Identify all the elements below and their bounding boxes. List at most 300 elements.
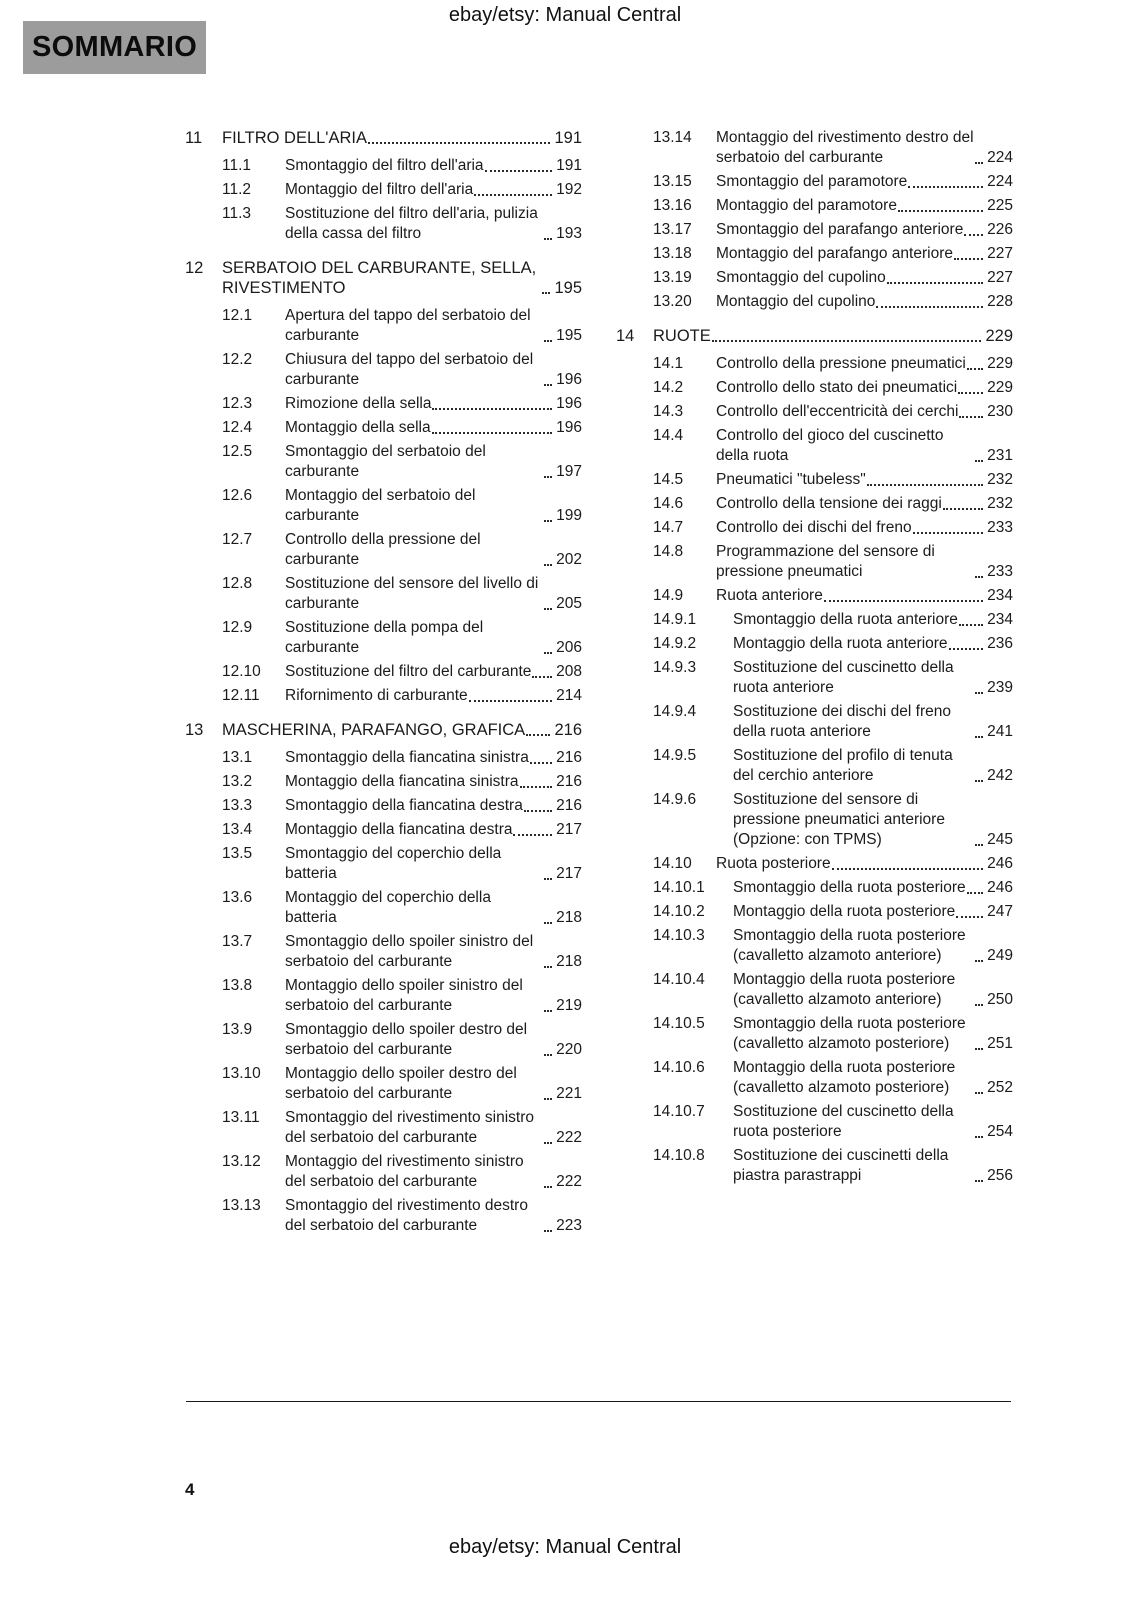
toc-leader-dots: [432, 408, 552, 410]
toc-entry-page: 227: [987, 245, 1013, 262]
toc-entry-page: 196: [556, 395, 582, 412]
toc-section-entry: [185, 1108, 582, 1148]
toc-entry-page: 208: [556, 663, 582, 680]
toc-entry-number: 14.2: [653, 379, 684, 396]
toc-leader-dots: [943, 508, 983, 510]
toc-entry-title: Chiusura del tappo del serbatoio del carburante: [285, 351, 534, 388]
toc-entry-page: 218: [556, 953, 582, 970]
sommario-heading-box: [23, 21, 206, 74]
toc-section-entry: [185, 204, 582, 244]
toc-entry-title: Montaggio della fiancatina sinistra: [285, 773, 519, 790]
toc-entry-page: 229: [987, 379, 1013, 396]
toc-entry-page: 233: [987, 563, 1013, 580]
toc-entry-number: 11: [185, 129, 203, 147]
toc-entry-number: 12.3: [222, 395, 253, 412]
toc-entry-page: 216: [554, 721, 582, 739]
toc-entry-title: Smontaggio della ruota posteriore (cavalletto alzamoto posteriore): [733, 1015, 966, 1052]
toc-entry-number: 13.12: [222, 1153, 261, 1170]
toc-entry-number: 12.9: [222, 619, 253, 636]
toc-entry-number: 13.7: [222, 933, 253, 950]
toc-entry-page: 245: [987, 831, 1013, 848]
toc-entry-title: Smontaggio della fiancatina destra: [285, 797, 523, 814]
toc-leader-dots: [544, 476, 552, 478]
toc-entry-number: 12.10: [222, 663, 261, 680]
toc-section-entry: [185, 574, 582, 614]
toc-leader-dots: [485, 170, 553, 172]
toc-entry-title: Smontaggio del parafango anteriore: [716, 221, 964, 238]
toc-section-entry: [616, 902, 1013, 922]
toc-section-entry: [616, 634, 1013, 654]
toc-entry-page: 229: [987, 355, 1013, 372]
toc-leader-dots: [474, 194, 552, 196]
toc-entry-title: Smontaggio della fiancatina sinistra: [285, 749, 529, 766]
footer-page-number: 4: [185, 1480, 195, 1499]
toc-entry-title: Sostituzione del cuscinetto della ruota anteriore: [733, 659, 954, 696]
toc-leader-dots: [520, 786, 553, 788]
toc-section-entry: [185, 1196, 582, 1236]
toc-section-entry: [185, 748, 582, 768]
toc-entry-number: 12.11: [222, 687, 260, 704]
toc-entry-number: 14.3: [653, 403, 684, 420]
toc-entry-number: 14.4: [653, 427, 684, 444]
toc-entry-number: 13: [185, 721, 204, 739]
toc-entry-page: 191: [554, 129, 582, 147]
toc-leader-dots: [544, 520, 552, 522]
toc-entry-number: 11.1: [222, 157, 252, 174]
toc-section-entry: [185, 796, 582, 816]
toc-entry-title: Sostituzione del cuscinetto della ruota posteriore: [733, 1103, 954, 1140]
toc-entry-page: 256: [987, 1167, 1013, 1184]
toc-section-entry: [616, 854, 1013, 874]
toc-entry-number: 14.10.7: [653, 1103, 705, 1120]
toc-entry-page: 247: [987, 903, 1013, 920]
toc-entry-number: 12.1: [222, 307, 253, 324]
toc-leader-dots: [876, 306, 983, 308]
toc-section-entry: [185, 932, 582, 972]
toc-leader-dots: [975, 780, 983, 782]
toc-leader-dots: [975, 1004, 983, 1006]
toc-entry-page: 242: [987, 767, 1013, 784]
toc-entry-number: 13.13: [222, 1197, 261, 1214]
toc-entry-title: Programmazione del sensore di pressione pneumatici: [716, 543, 935, 580]
toc-entry-number: 14.6: [653, 495, 684, 512]
toc-entry-page: 224: [987, 173, 1013, 190]
toc-entry-page: 216: [556, 797, 582, 814]
toc-entry-page: 225: [987, 197, 1013, 214]
toc-entry-title: Montaggio della ruota posteriore (cavalletto alzamoto posteriore): [733, 1059, 956, 1096]
toc-entry-title: Montaggio del rivestimento sinistro del serbatoio del carburante: [285, 1153, 524, 1190]
toc-leader-dots: [544, 922, 552, 924]
toc-section-entry: [185, 772, 582, 792]
toc-entry-title: Smontaggio del cupolino: [716, 269, 886, 286]
toc-entry-title: Smontaggio del coperchio della batteria: [285, 845, 502, 882]
toc-leader-dots: [432, 432, 553, 434]
toc-entry-number: 14.9.3: [653, 659, 697, 676]
toc-leader-dots: [712, 340, 982, 342]
toc-entry-page: 205: [556, 595, 582, 612]
toc-entry-number: 14.5: [653, 471, 684, 488]
toc-entry-number: 12.5: [222, 443, 253, 460]
toc-entry-title: Rimozione della sella: [285, 395, 432, 412]
toc-entry-title: Smontaggio del filtro dell'aria: [285, 157, 484, 174]
toc-section-entry: [616, 220, 1013, 240]
toc-entry-page: 191: [556, 157, 582, 174]
toc-section-entry: [616, 128, 1013, 168]
toc-section-entry: [616, 542, 1013, 582]
toc-entry-page: 222: [556, 1129, 582, 1146]
toc-entry-number: 14.7: [653, 519, 684, 536]
toc-entry-page: 219: [556, 997, 582, 1014]
toc-entry-page: 236: [987, 635, 1013, 652]
toc-entry-title: Montaggio dello spoiler destro del serbatoio del carburante: [285, 1065, 517, 1102]
toc-entry-number: 14.10.6: [653, 1059, 705, 1076]
toc-entry-title: Montaggio del rivestimento destro del serbatoio del carburante: [716, 129, 974, 166]
toc-entry-page: 230: [987, 403, 1013, 420]
toc-entry-number: 14.10.8: [653, 1147, 705, 1164]
toc-entry-title: Controllo dello stato dei pneumatici: [716, 379, 958, 396]
toc-entry-number: 12: [185, 259, 204, 277]
toc-entry-page: 197: [556, 463, 582, 480]
toc-entry-number: 13.15: [653, 173, 692, 190]
toc-entry-number: 14.10.3: [653, 927, 705, 944]
toc-chapter-entry: [185, 258, 582, 298]
toc-section-entry: [616, 926, 1013, 966]
toc-leader-dots: [544, 608, 552, 610]
toc-entry-page: 234: [987, 587, 1013, 604]
toc-entry-number: 14.9.2: [653, 635, 697, 652]
toc-column-right: [616, 128, 1013, 1190]
toc-entry-page: 216: [556, 749, 582, 766]
toc-entry-page: 228: [987, 293, 1013, 310]
toc-entry-title: Controllo della pressione del carburante: [285, 531, 481, 568]
toc-entry-title: Sostituzione della pompa del carburante: [285, 619, 484, 656]
toc-section-entry: [616, 494, 1013, 514]
toc-leader-dots: [544, 1142, 552, 1144]
toc-leader-dots: [542, 292, 550, 294]
toc-section-entry: [616, 426, 1013, 466]
toc-leader-dots: [959, 416, 983, 418]
toc-leader-dots: [544, 1186, 552, 1188]
toc-entry-title: MASCHERINA, PARAFANGO, GRAFICA: [222, 721, 526, 739]
toc-entry-number: 13.10: [222, 1065, 261, 1082]
toc-entry-title: RUOTE: [653, 327, 711, 345]
toc-entry-number: 14.9.1: [653, 611, 697, 628]
toc-entry-title: Montaggio del paramotore: [716, 197, 897, 214]
toc-leader-dots: [544, 1010, 552, 1012]
toc-leader-dots: [469, 700, 552, 702]
toc-section-entry: [185, 662, 582, 682]
toc-entry-page: 249: [987, 947, 1013, 964]
toc-section-entry: [185, 350, 582, 390]
toc-section-entry: [616, 610, 1013, 630]
toc-entry-page: 196: [556, 419, 582, 436]
toc-entry-page: 222: [556, 1173, 582, 1190]
toc-section-entry: [616, 658, 1013, 698]
toc-section-entry: [185, 844, 582, 884]
toc-entry-title: Montaggio del coperchio della batteria: [285, 889, 491, 926]
toc-entry-title: Controllo dell'eccentricità dei cerchi: [716, 403, 959, 420]
toc-entry-title: Smontaggio del rivestimento destro del serbatoio del carburante: [285, 1197, 528, 1234]
toc-section-entry: [616, 702, 1013, 742]
toc-section-entry: [616, 746, 1013, 786]
toc-entry-title: Montaggio della ruota anteriore: [733, 635, 948, 652]
toc-section-entry: [185, 618, 582, 658]
toc-section-entry: [185, 820, 582, 840]
toc-leader-dots: [967, 368, 983, 370]
toc-entry-page: 214: [556, 687, 582, 704]
toc-entry-number: 14.9.4: [653, 703, 697, 720]
toc-entry-number: 13.11: [222, 1109, 260, 1126]
toc-leader-dots: [975, 1180, 983, 1182]
toc-entry-page: 251: [987, 1035, 1013, 1052]
toc-entry-page: 226: [987, 221, 1013, 238]
toc-leader-dots: [975, 1048, 983, 1050]
toc-leader-dots: [975, 162, 983, 164]
toc-entry-number: 12.4: [222, 419, 253, 436]
toc-section-entry: [185, 1152, 582, 1192]
page-title: SOMMARIO: [32, 31, 198, 63]
toc-leader-dots: [959, 624, 983, 626]
toc-leader-dots: [867, 484, 983, 486]
toc-entry-title: Pneumatici "tubeless": [716, 471, 866, 488]
toc-entry-page: 192: [556, 181, 582, 198]
toc-entry-page: 254: [987, 1123, 1013, 1140]
toc-entry-title: Montaggio della ruota posteriore: [733, 903, 956, 920]
toc-column-left: [185, 128, 582, 1240]
toc-entry-title: Montaggio del parafango anteriore: [716, 245, 953, 262]
toc-section-entry: [185, 394, 582, 414]
toc-section-entry: [185, 180, 582, 200]
toc-entry-number: 12.7: [222, 531, 253, 548]
toc-leader-dots: [526, 734, 550, 736]
toc-section-entry: [185, 686, 582, 706]
toc-entry-page: 252: [987, 1079, 1013, 1096]
toc-section-entry: [616, 1014, 1013, 1054]
toc-leader-dots: [975, 692, 983, 694]
toc-entry-number: 14.10.2: [653, 903, 705, 920]
toc-leader-dots: [544, 238, 552, 240]
toc-section-entry: [616, 378, 1013, 398]
toc-entry-number: 14: [616, 327, 635, 345]
toc-section-entry: [185, 306, 582, 346]
toc-entry-number: 13.16: [653, 197, 692, 214]
toc-leader-dots: [975, 576, 983, 578]
toc-section-entry: [185, 156, 582, 176]
toc-leader-dots: [532, 676, 552, 678]
toc-entry-page: 217: [556, 821, 582, 838]
toc-entry-title: FILTRO DELL'ARIA: [222, 129, 367, 147]
toc-leader-dots: [949, 648, 984, 650]
toc-entry-title: Smontaggio dello spoiler sinistro del serbatoio del carburante: [285, 933, 534, 970]
toc-entry-number: 13.3: [222, 797, 253, 814]
toc-entry-page: 239: [987, 679, 1013, 696]
toc-entry-page: 206: [556, 639, 582, 656]
toc-chapter-entry: [185, 128, 582, 148]
toc-entry-title: Sostituzione dei cuscinetti della piastra parastrappi: [733, 1147, 949, 1184]
toc-entry-page: 241: [987, 723, 1013, 740]
toc-leader-dots: [975, 1092, 983, 1094]
toc-entry-page: 217: [556, 865, 582, 882]
toc: [185, 128, 1013, 1240]
toc-entry-title: Smontaggio del paramotore: [716, 173, 908, 190]
toc-entry-page: 246: [987, 879, 1013, 896]
toc-entry-number: 13.1: [222, 749, 253, 766]
toc-leader-dots: [898, 210, 983, 212]
toc-section-entry: [616, 172, 1013, 192]
toc-entry-title: Montaggio dello spoiler sinistro del serbatoio del carburante: [285, 977, 523, 1014]
toc-leader-dots: [824, 600, 983, 602]
toc-leader-dots: [975, 844, 983, 846]
toc-section-entry: [616, 1102, 1013, 1142]
toc-entry-title: Montaggio della fiancatina destra: [285, 821, 513, 838]
toc-section-entry: [616, 1058, 1013, 1098]
toc-section-entry: [185, 888, 582, 928]
toc-entry-page: 195: [554, 279, 582, 297]
toc-entry-title: Montaggio del cupolino: [716, 293, 876, 310]
footer-title: ebay/etsy: Manual Central: [448, 1536, 682, 1558]
toc-entry-title: Sostituzione del filtro del carburante: [285, 663, 532, 680]
toc-entry-title: SERBATOIO DEL CARBURANTE, SELLA, RIVESTIMENTO: [222, 259, 537, 297]
toc-chapter-entry: [185, 720, 582, 740]
toc-entry-page: 231: [987, 447, 1013, 464]
toc-entry-page: 220: [556, 1041, 582, 1058]
toc-entry-number: 14.10.1: [653, 879, 705, 896]
toc-entry-number: 14.9.6: [653, 791, 697, 808]
toc-section-entry: [616, 292, 1013, 312]
toc-entry-page: 232: [987, 495, 1013, 512]
toc-entry-title: Smontaggio della ruota posteriore: [733, 879, 966, 896]
toc-entry-number: 13.9: [222, 1021, 253, 1038]
toc-section-entry: [616, 244, 1013, 264]
toc-leader-dots: [975, 460, 983, 462]
toc-chapter-entry: [616, 326, 1013, 346]
toc-leader-dots: [544, 384, 552, 386]
toc-leader-dots: [544, 1054, 552, 1056]
toc-section-entry: [616, 1146, 1013, 1186]
toc-entry-page: 193: [556, 225, 582, 242]
toc-entry-title: Sostituzione del sensore del livello di carburante: [285, 575, 539, 612]
toc-entry-number: 13.5: [222, 845, 253, 862]
toc-leader-dots: [544, 1098, 552, 1100]
toc-entry-number: 12.2: [222, 351, 253, 368]
toc-entry-number: 14.8: [653, 543, 684, 560]
toc-entry-number: 13.20: [653, 293, 692, 310]
toc-section-entry: [185, 530, 582, 570]
toc-entry-number: 13.8: [222, 977, 253, 994]
toc-entry-title: Controllo del gioco del cuscinetto della ruota: [716, 427, 944, 464]
toc-leader-dots: [832, 868, 984, 870]
toc-section-entry: [616, 354, 1013, 374]
header-title: ebay/etsy: Manual Central: [448, 4, 682, 26]
toc-leader-dots: [975, 736, 983, 738]
toc-entry-page: 227: [987, 269, 1013, 286]
toc-entry-number: 13.2: [222, 773, 253, 790]
toc-leader-dots: [967, 892, 983, 894]
toc-entry-title: Controllo della pressione pneumatici: [716, 355, 966, 372]
toc-leader-dots: [964, 234, 983, 236]
toc-entry-title: Controllo della tensione dei raggi: [716, 495, 942, 512]
toc-entry-title: Sostituzione del sensore di pressione pneumatici anteriore (Opzione: con TPMS): [733, 791, 945, 848]
toc-leader-dots: [954, 258, 983, 260]
toc-section-entry: [616, 268, 1013, 288]
toc-entry-number: 13.18: [653, 245, 692, 262]
toc-entry-number: 14.10.5: [653, 1015, 705, 1032]
toc-leader-dots: [544, 966, 552, 968]
toc-entry-title: Smontaggio del rivestimento sinistro del serbatoio del carburante: [285, 1109, 534, 1146]
toc-entry-page: 195: [556, 327, 582, 344]
toc-entry-title: Ruota anteriore: [716, 587, 823, 604]
toc-section-entry: [616, 470, 1013, 490]
toc-entry-title: Montaggio della sella: [285, 419, 431, 436]
toc-entry-page: 218: [556, 909, 582, 926]
toc-section-entry: [185, 1020, 582, 1060]
toc-entry-number: 14.9: [653, 587, 684, 604]
toc-leader-dots: [513, 834, 552, 836]
toc-entry-page: 216: [556, 773, 582, 790]
toc-entry-number: 14.1: [653, 355, 684, 372]
toc-leader-dots: [530, 762, 552, 764]
toc-leader-dots: [524, 810, 552, 812]
toc-section-entry: [185, 442, 582, 482]
toc-entry-number: 11.3: [222, 205, 252, 222]
toc-entry-title: Sostituzione del profilo di tenuta del cerchio anteriore: [733, 747, 953, 784]
toc-entry-page: 250: [987, 991, 1013, 1008]
toc-entry-title: Montaggio del filtro dell'aria: [285, 181, 474, 198]
toc-entry-number: 12.8: [222, 575, 253, 592]
toc-entry-title: Sostituzione dei dischi del freno della ruota anteriore: [733, 703, 951, 740]
toc-leader-dots: [544, 652, 552, 654]
toc-entry-number: 11.2: [222, 181, 252, 198]
toc-section-entry: [616, 402, 1013, 422]
toc-entry-number: 13.6: [222, 889, 253, 906]
toc-entry-page: 202: [556, 551, 582, 568]
toc-leader-dots: [958, 392, 983, 394]
toc-entry-page: 232: [987, 471, 1013, 488]
toc-entry-title: Montaggio della ruota posteriore (cavalletto alzamoto anteriore): [733, 971, 956, 1008]
toc-leader-dots: [956, 916, 983, 918]
toc-entry-title: Montaggio del serbatoio del carburante: [285, 487, 476, 524]
toc-entry-title: Controllo dei dischi del freno: [716, 519, 912, 536]
toc-entry-page: 234: [987, 611, 1013, 628]
toc-entry-page: 224: [987, 149, 1013, 166]
toc-entry-title: Smontaggio del serbatoio del carburante: [285, 443, 486, 480]
footer-divider: [186, 1401, 1011, 1402]
toc-leader-dots: [368, 142, 551, 144]
toc-entry-number: 14.10: [653, 855, 692, 872]
toc-entry-page: 233: [987, 519, 1013, 536]
toc-section-entry: [616, 970, 1013, 1010]
toc-entry-title: Smontaggio della ruota posteriore (cavalletto alzamoto anteriore): [733, 927, 966, 964]
toc-leader-dots: [544, 878, 552, 880]
toc-entry-title: Sostituzione del filtro dell'aria, pulizia della cassa del filtro: [285, 205, 538, 242]
toc-section-entry: [616, 586, 1013, 606]
toc-leader-dots: [544, 564, 552, 566]
toc-entry-page: 221: [556, 1085, 582, 1102]
toc-entry-title: Smontaggio dello spoiler destro del serbatoio del carburante: [285, 1021, 528, 1058]
toc-leader-dots: [544, 1230, 552, 1232]
toc-entry-number: 14.9.5: [653, 747, 697, 764]
toc-section-entry: [185, 1064, 582, 1104]
toc-section-entry: [616, 518, 1013, 538]
toc-entry-number: 14.10.4: [653, 971, 705, 988]
toc-entry-title: Rifornimento di carburante: [285, 687, 468, 704]
toc-entry-title: Smontaggio della ruota anteriore: [733, 611, 958, 628]
toc-section-entry: [185, 418, 582, 438]
toc-entry-page: 246: [987, 855, 1013, 872]
toc-section-entry: [616, 196, 1013, 216]
toc-entry-title: Ruota posteriore: [716, 855, 831, 872]
toc-leader-dots: [913, 532, 984, 534]
